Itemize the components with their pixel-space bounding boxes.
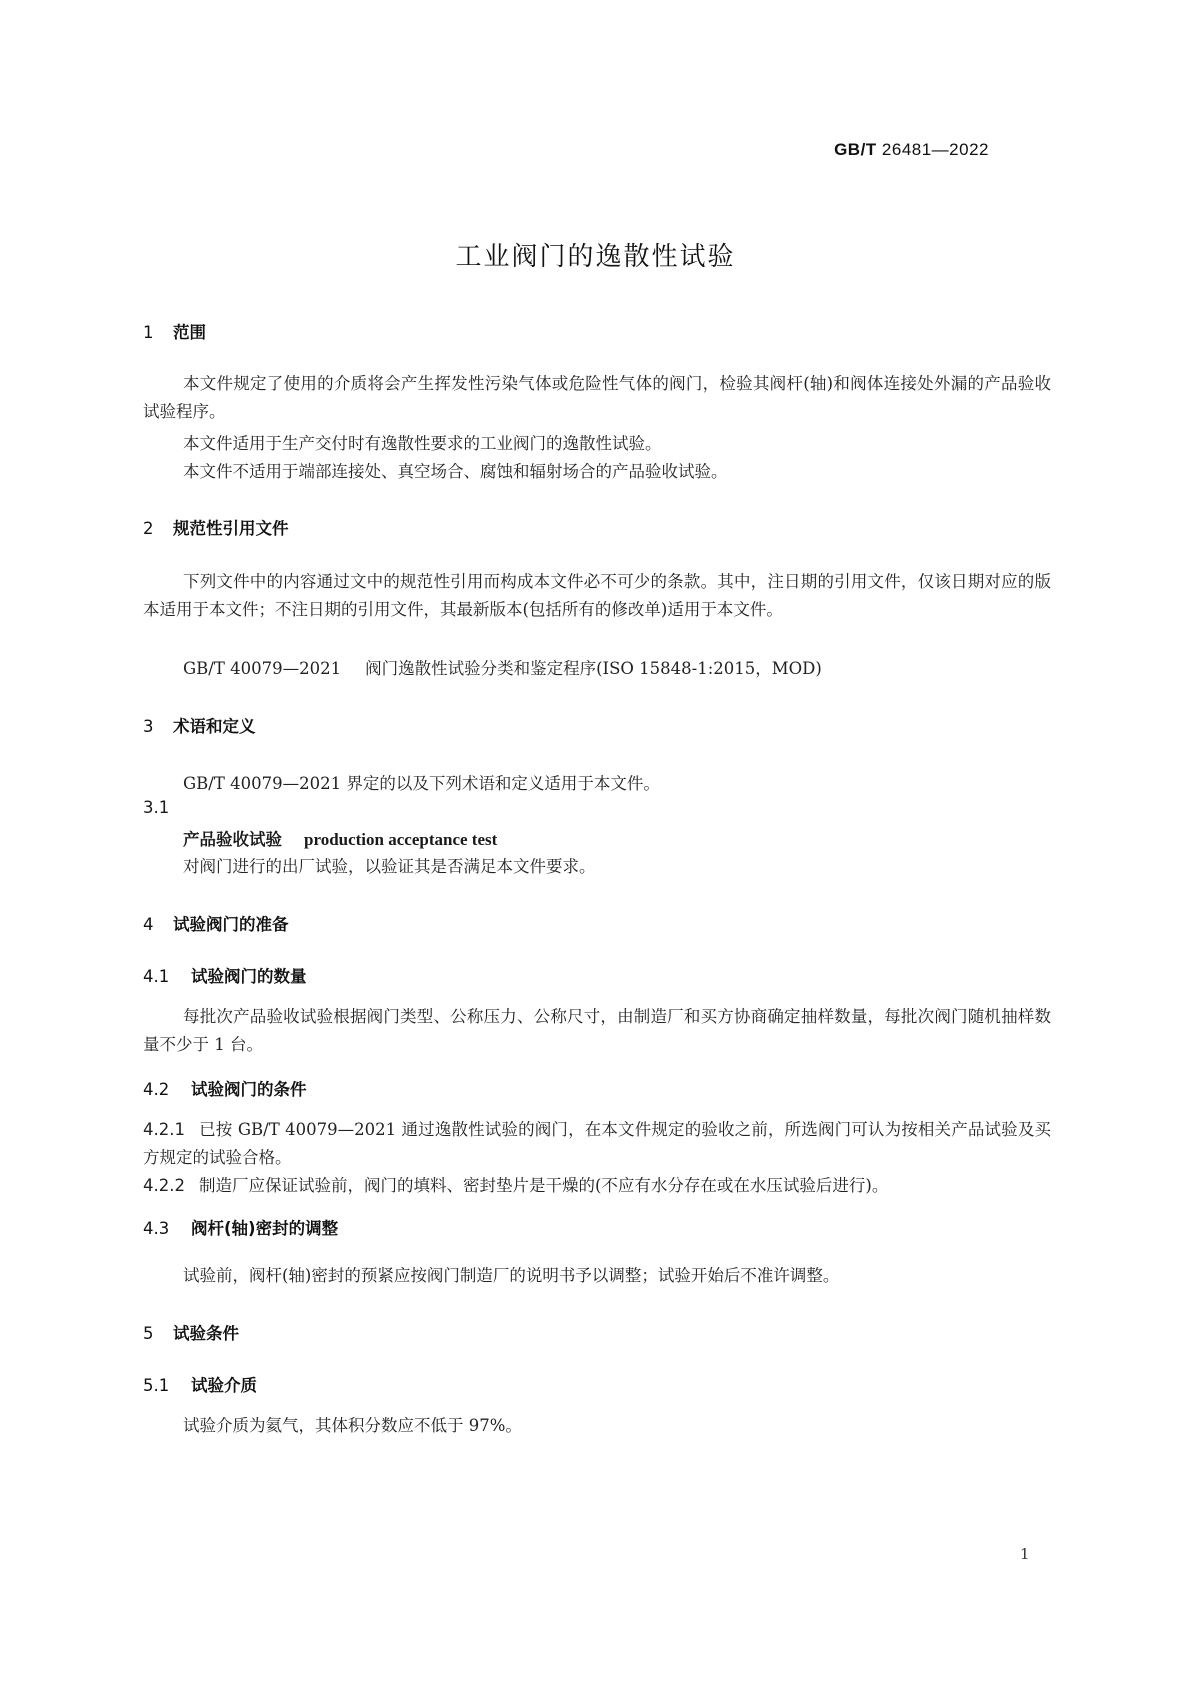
section-number: 1	[143, 323, 154, 342]
scope-paragraph-2: 本文件适用于生产交付时有逸散性要求的工业阀门的逸散性试验。	[183, 434, 662, 453]
section-3-heading	[143, 713, 256, 737]
section-5-1-heading	[143, 1372, 257, 1396]
term-number: 3.1	[143, 798, 170, 817]
page-title: 工业阀门的逸散性试验	[455, 242, 736, 272]
normative-references-paragraph: 下列文件中的内容通过文中的规范性引用而构成本文件必不可少的条款。其中，注日期的引用文件，仅该日期对应的版本适用于本文件；不注日期的引用文件，其最新版本(包括所有的修改单)适用于本文件。	[143, 572, 1051, 619]
section-number: 4.2	[143, 1080, 170, 1099]
section-number: 4	[143, 915, 154, 934]
standard-code	[834, 140, 989, 160]
section-number: 3	[143, 717, 154, 736]
section-4-3-heading	[143, 1215, 338, 1239]
section-title: 术语和定义	[173, 717, 256, 736]
section-number: 4.3	[143, 1219, 170, 1238]
section-title: 试验介质	[191, 1376, 257, 1395]
page-number: 1	[1020, 1545, 1030, 1563]
section-title: 试验阀门的条件	[191, 1080, 307, 1099]
terms-intro: GB/T 40079—2021 界定的以及下列术语和定义适用于本文件。	[183, 774, 660, 793]
term-english: production acceptance test	[304, 830, 498, 849]
clause-4-2-2	[143, 1172, 1051, 1200]
test-medium-paragraph: 试验介质为氦气，其体积分数应不低于 97%。	[183, 1416, 522, 1435]
reference-title: 阀门逸散性试验分类和鉴定程序(ISO 15848-1:2015，MOD)	[365, 659, 822, 678]
section-2-heading	[143, 515, 289, 539]
section-5-heading	[143, 1320, 239, 1344]
section-title: 试验条件	[173, 1324, 239, 1343]
term-definition: 对阀门进行的出厂试验，以验证其是否满足本文件要求。	[183, 857, 596, 876]
clause-number: 4.2.1	[143, 1120, 185, 1139]
seal-adjustment-paragraph: 试验前，阀杆(轴)密封的预紧应按阀门制造厂的说明书予以调整；试验开始后不准许调整。	[183, 1266, 840, 1285]
section-4-1-heading	[143, 963, 307, 987]
section-4-heading	[143, 911, 289, 935]
section-number: 2	[143, 519, 154, 538]
standard-number: 26481—2022	[881, 140, 989, 159]
reference-code: GB/T 40079—2021	[183, 659, 342, 678]
section-4-2-heading	[143, 1076, 307, 1100]
clause-text: 制造厂应保证试验前，阀门的填料、密封垫片是干燥的(不应有水分存在或在水压试验后进行)。	[198, 1176, 889, 1195]
section-title: 阀杆(轴)密封的调整	[191, 1219, 339, 1238]
section-number: 5	[143, 1324, 154, 1343]
section-title: 试验阀门的准备	[173, 915, 289, 934]
clause-number: 4.2.2	[143, 1176, 185, 1195]
section-title: 规范性引用文件	[173, 519, 289, 538]
term-chinese: 产品验收试验	[183, 830, 282, 849]
scope-paragraph-1: 本文件规定了使用的介质将会产生挥发性污染气体或危险性气体的阀门，检验其阀杆(轴)和阀体连接处外漏的产品验收试验程序。	[143, 374, 1051, 421]
sample-quantity-paragraph: 每批次产品验收试验根据阀门类型、公称压力、公称尺寸，由制造厂和买方协商确定抽样数量，每批次阀门随机抽样数量不少于 1 台。	[143, 1007, 1051, 1054]
section-title: 范围	[173, 323, 206, 342]
section-number: 5.1	[143, 1376, 170, 1395]
section-1-heading	[143, 319, 206, 343]
section-number: 4.1	[143, 967, 170, 986]
scope-paragraph-3: 本文件不适用于端部连接处、真空场合、腐蚀和辐射场合的产品验收试验。	[183, 462, 728, 481]
standard-prefix: GB/T	[834, 140, 877, 159]
term-heading	[183, 826, 497, 850]
clause-4-2-1	[143, 1116, 1051, 1171]
section-title: 试验阀门的数量	[191, 967, 307, 986]
reference-entry	[183, 655, 822, 679]
clause-text: 已按 GB/T 40079—2021 通过逸散性试验的阀门，在本文件规定的验收之前，所选阀门可认为按相关产品试验及买方规定的试验合格。	[143, 1120, 1051, 1167]
